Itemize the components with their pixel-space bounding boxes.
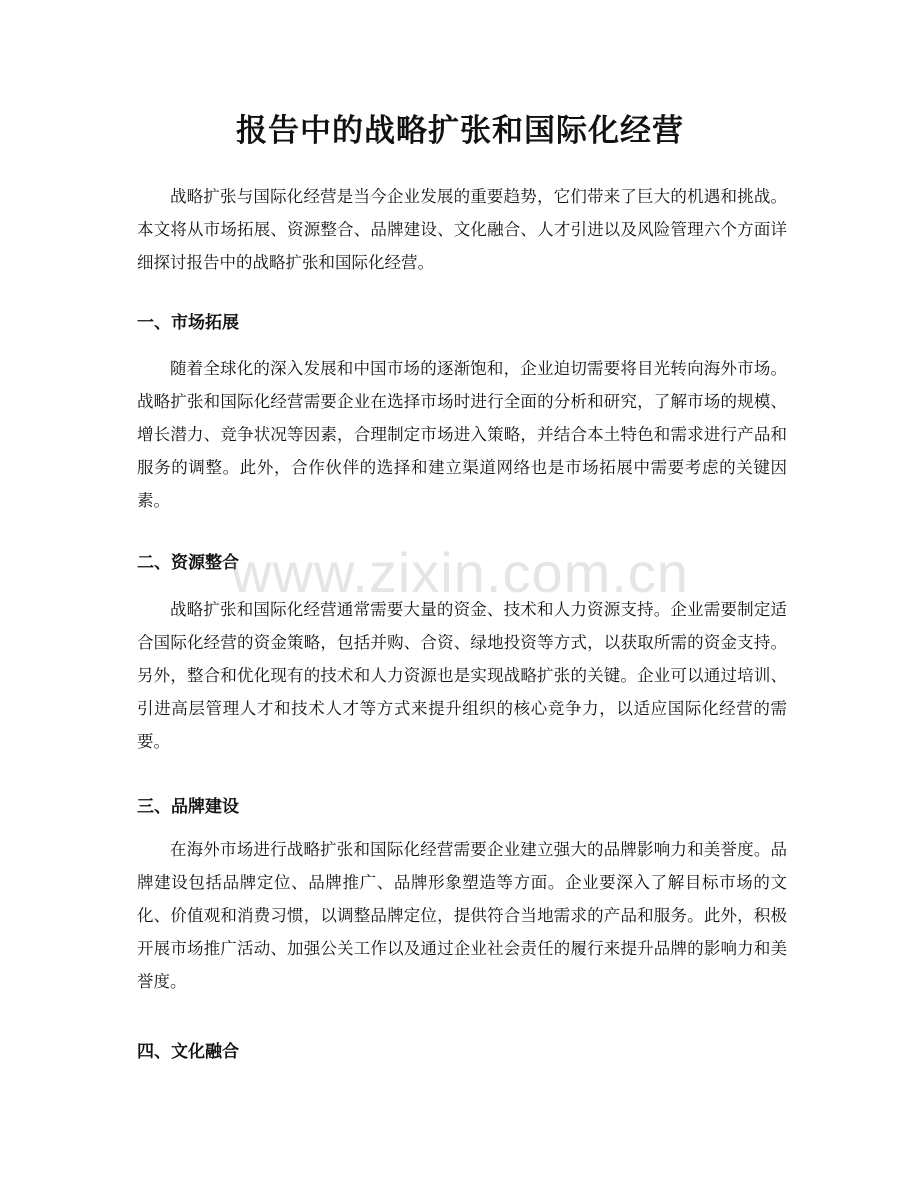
section-body-market-expansion: 随着全球化的深入发展和中国市场的逐渐饱和，企业迫切需要将目光转向海外市场。战略扩张和国际化经营需要企业在选择市场时进行全面的分析和研究，了解市场的规模、增长潜力、竞争状况等因素，合理制定市场进入策略，并结合本土特色和需求进行产品和服务的调整。此外，合作伙伴的选择和建立渠道网络也是市场拓展中需要考虑的关键因素。 — [137, 359, 787, 510]
section-heading-market-expansion: 一、市场拓展 — [137, 313, 239, 333]
section-body-brand-building: 在海外市场进行战略扩张和国际化经营需要企业建立强大的品牌影响力和美誉度。品牌建设包括品牌定位、品牌推广、品牌形象塑造等方面。企业要深入了解目标市场的文化、价值观和消费习惯，以调整品牌定位，提供符合当地需求的产品和服务。此外，积极开展市场推广活动、加强公关工作以及通过企业社会责任的履行来提升品牌的影响力和美誉度。 — [137, 840, 787, 991]
section-heading-resource-integration: 二、资源整合 — [137, 553, 239, 573]
section-heading-cultural-integration: 四、文化融合 — [137, 1042, 239, 1062]
intro-paragraph: 战略扩张与国际化经营是当今企业发展的重要趋势，它们带来了巨大的机遇和挑战。本文将从市场拓展、资源整合、品牌建设、文化融合、人才引进以及风险管理六个方面详细探讨报告中的战略扩张和国际化经营。 — [137, 187, 787, 272]
watermark: www.zixin.com.cn — [231, 541, 689, 604]
document-title: 报告中的战略扩张和国际化经营 — [236, 113, 684, 149]
section-heading-brand-building: 三、品牌建设 — [137, 797, 239, 817]
section-body-resource-integration: 战略扩张和国际化经营通常需要大量的资金、技术和人力资源支持。企业需要制定适合国际化经营的资金策略，包括并购、合资、绿地投资等方式，以获取所需的资金支持。另外，整合和优化现有的技术和人力资源也是实现战略扩张的关键。企业可以通过培训、引进高层管理人才和技术人才等方式来提升组织的核心竞争力，以适应国际化经营的需要。 — [137, 600, 787, 751]
